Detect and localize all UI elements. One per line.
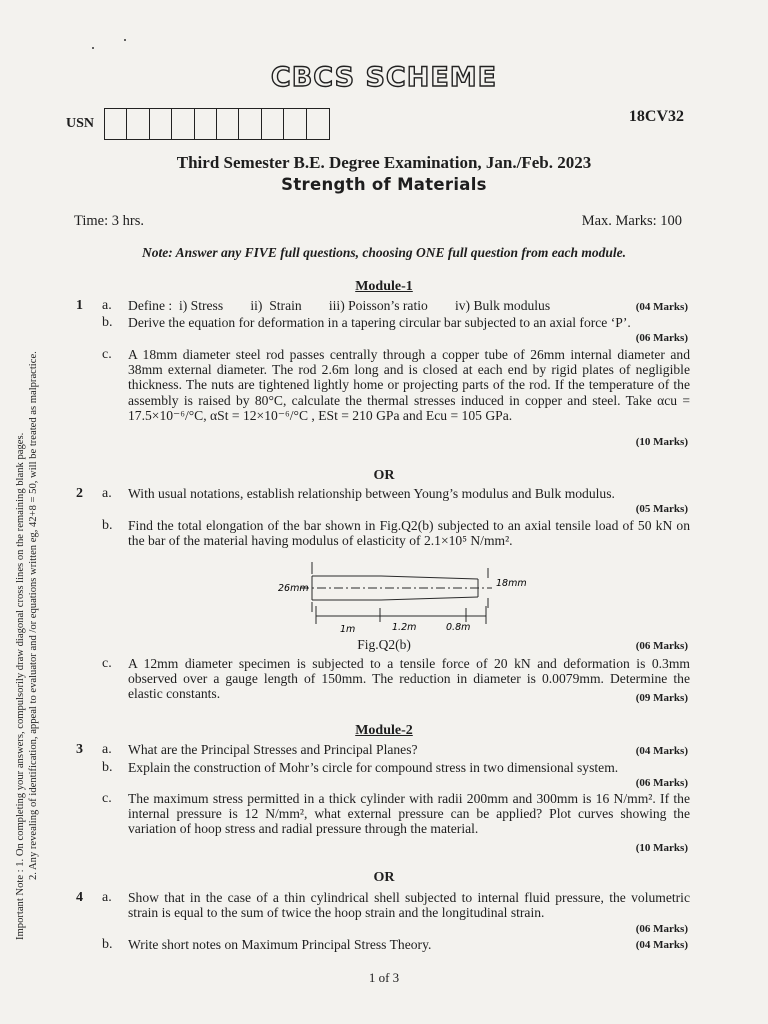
part-label: b. bbox=[102, 518, 113, 533]
question-number: 2 bbox=[76, 486, 83, 501]
question-2c: A 12mm diameter specimen is subjected to a tensile force of 20 kN and deformation is 0.3mm observed over a gauge length of 150mm. The reduction in diameter is 0.0079mm. Determine the elastic constants. bbox=[128, 656, 690, 702]
part-label: a. bbox=[102, 742, 112, 757]
part-label: b. bbox=[102, 760, 113, 775]
marks-2b: (06 Marks) bbox=[635, 640, 688, 652]
part-label: c. bbox=[102, 347, 112, 362]
usn-box bbox=[239, 109, 261, 139]
dia-left-label: 26mm bbox=[278, 583, 309, 594]
usn-box bbox=[284, 109, 306, 139]
side-note-line-2: 2. Any revealing of identification, appeal to evaluator and /or equations written eg, 42+8 = 50, will be treated as malpractice. bbox=[28, 351, 39, 880]
side-important-note bbox=[14, 250, 40, 940]
part-label: a. bbox=[102, 298, 112, 313]
or-divider: OR bbox=[373, 468, 395, 483]
figure-caption: Fig.Q2(b) bbox=[357, 637, 411, 652]
marks-2a: (05 Marks) bbox=[635, 503, 688, 515]
instructions-note: Note: Answer any FIVE full questions, choosing ONE full question from each module. bbox=[141, 245, 627, 260]
exam-title: Third Semester B.E. Degree Examination, Jan./Feb. 2023 bbox=[176, 153, 592, 172]
marks-4a: (06 Marks) bbox=[635, 923, 688, 935]
module-1-heading: Module-1 bbox=[355, 279, 413, 294]
marks-1c: (10 Marks) bbox=[635, 436, 688, 448]
usn-boxes bbox=[104, 108, 330, 140]
scheme-banner: CBCS SCHEME bbox=[270, 62, 498, 93]
dia-right-label: 18mm bbox=[496, 578, 527, 589]
side-note-line-1: Important Note : 1. On completing your answers, compulsorily draw diagonal cross lines on the remaining blank pages. bbox=[15, 432, 26, 940]
length-2-label: 1.2m bbox=[392, 622, 417, 633]
question-1c: A 18mm diameter steel rod passes centrally through a copper tube of 26mm internal diameter and 38mm external diameter. The rod 2.6m long and is closed at each end by rigid plates of negligible thickness. The nuts are tightened lightly home or projecting parts of the rod. If the temperature of the assembly is raised by 80°C, calculate the thermal stresses induced in copper and steel. Take αcu = 17.5×10⁻⁶/°C, αSt = 12×10⁻⁶/°C , ESt = 210 GPa and Ecu = 105 GPa. bbox=[128, 347, 690, 423]
length-3-label: 0.8m bbox=[446, 622, 471, 633]
question-number: 1 bbox=[76, 298, 83, 313]
question-1b: Derive the equation for deformation in a tapering circular bar subjected to an axial force ‘P’. bbox=[128, 315, 631, 330]
part-label: c. bbox=[102, 656, 112, 671]
question-3b: Explain the construction of Mohr’s circle for compound stress in two dimensional system. bbox=[128, 760, 619, 775]
question-2b: Find the total elongation of the bar shown in Fig.Q2(b) subjected to an axial tensile load of 50 kN on the bar of the material having modulus of elasticity of 2.1×10⁵ N/mm². bbox=[128, 518, 690, 549]
marks-1a: (04 Marks) bbox=[635, 301, 688, 313]
page-number: 1 of 3 bbox=[368, 970, 400, 985]
usn-box bbox=[262, 109, 284, 139]
question-number: 3 bbox=[76, 742, 83, 757]
taper-bottom-edge bbox=[380, 597, 478, 600]
time-allowed: Time: 3 hrs. bbox=[74, 213, 144, 229]
question-1a: Define : i) Stress ii) Strain iii) Poisson’s ratio iv) Bulk modulus bbox=[128, 298, 551, 313]
part-label: c. bbox=[102, 791, 112, 806]
part-label: a. bbox=[102, 890, 112, 905]
max-marks: Max. Marks: 100 bbox=[581, 213, 682, 229]
marks-4b: (04 Marks) bbox=[635, 939, 688, 951]
question-3c: The maximum stress permitted in a thick cylinder with radii 200mm and 300mm is 16 N/mm². If the internal pressure is 12 N/mm², what external pressure can be applied? Plot curves showing the variation of hoop stress and radial pressure through the material. bbox=[128, 791, 690, 837]
marks-2c: (09 Marks) bbox=[635, 692, 688, 704]
part-label: b. bbox=[102, 315, 113, 330]
subject-title: Strength of Materials bbox=[281, 175, 487, 194]
usn-box bbox=[150, 109, 172, 139]
usn-box bbox=[105, 109, 127, 139]
length-1-label: 1m bbox=[340, 624, 356, 635]
marks-3c: (10 Marks) bbox=[635, 842, 688, 854]
question-2a: With usual notations, establish relationship between Young’s modulus and Bulk modulus. bbox=[128, 486, 615, 501]
usn-box bbox=[172, 109, 194, 139]
marks-3b: (06 Marks) bbox=[635, 777, 688, 789]
module-2-heading: Module-2 bbox=[355, 723, 413, 738]
usn-box bbox=[307, 109, 329, 139]
course-code: 18CV32 bbox=[628, 108, 684, 125]
question-number: 4 bbox=[76, 890, 83, 905]
taper-top-edge bbox=[380, 576, 478, 579]
marks-1b: (06 Marks) bbox=[635, 332, 688, 344]
question-4b: Write short notes on Maximum Principal Stress Theory. bbox=[128, 937, 432, 952]
scan-speck bbox=[92, 47, 94, 49]
part-label: b. bbox=[102, 937, 113, 952]
tapered-bar-figure bbox=[270, 560, 550, 640]
or-divider: OR bbox=[373, 870, 395, 885]
question-4a: Show that in the case of a thin cylindrical shell subjected to internal fluid pressure, the volumetric strain is equal to the sum of twice the hoop strain and the longitudinal strain. bbox=[128, 890, 690, 921]
usn-box bbox=[195, 109, 217, 139]
question-3a: What are the Principal Stresses and Principal Planes? bbox=[128, 742, 418, 757]
part-label: a. bbox=[102, 486, 112, 501]
usn-box bbox=[127, 109, 149, 139]
usn-label: USN bbox=[66, 116, 95, 131]
usn-box bbox=[217, 109, 239, 139]
marks-3a: (04 Marks) bbox=[635, 745, 688, 757]
scan-speck bbox=[124, 39, 126, 41]
